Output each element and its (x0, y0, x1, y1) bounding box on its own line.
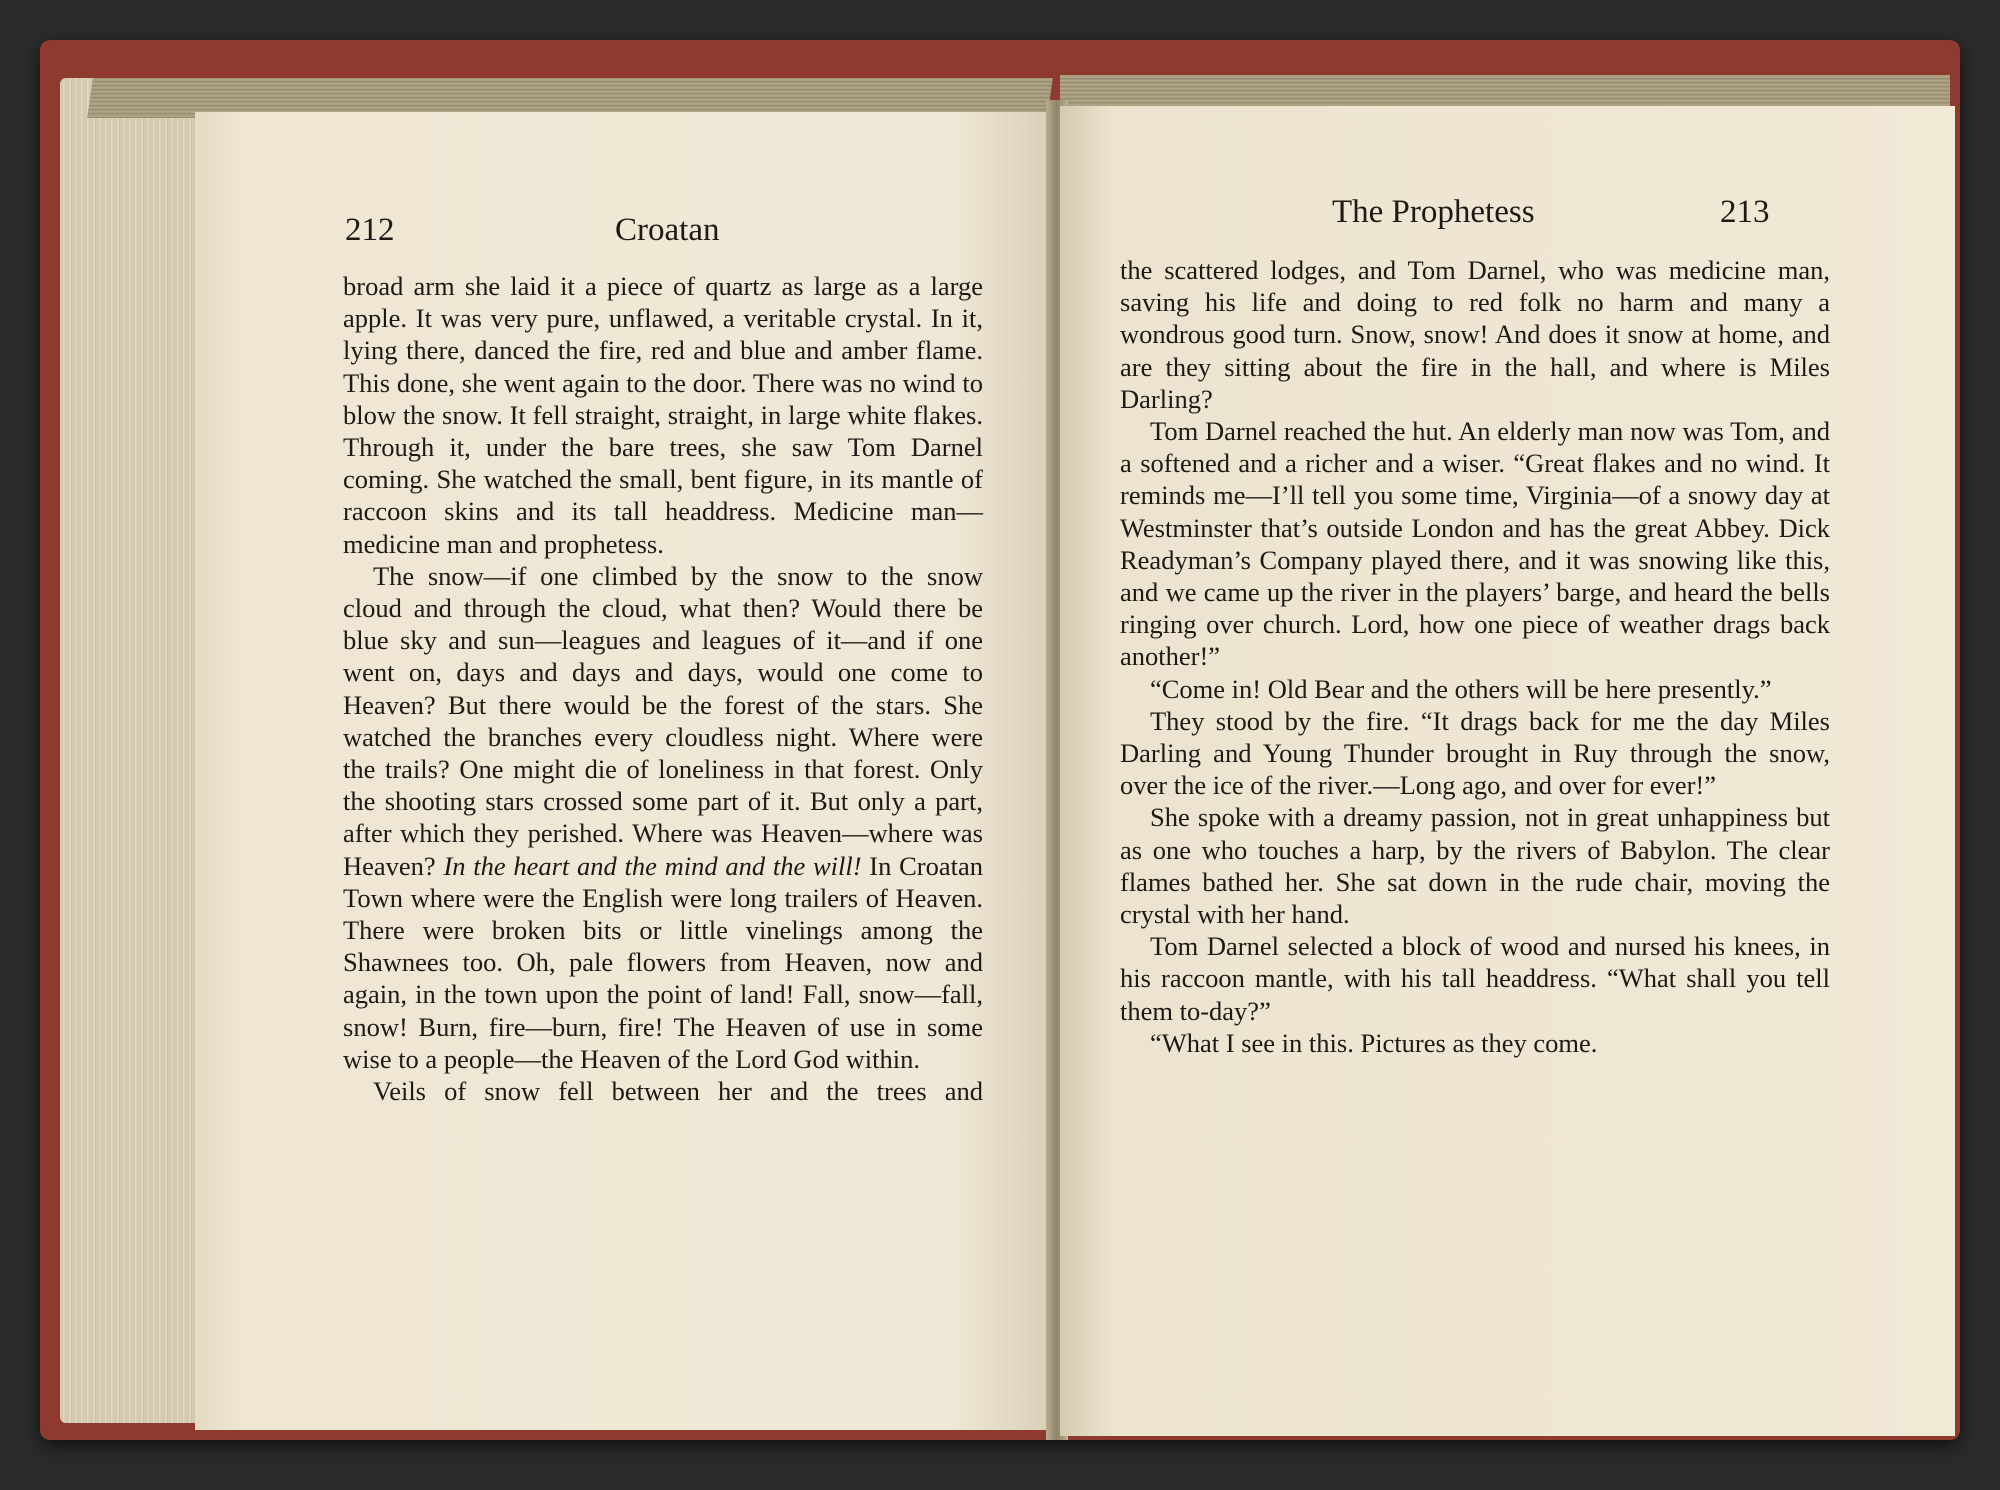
right-text-block (1120, 254, 1830, 1059)
left-running-head: Croatan (615, 212, 720, 248)
paragraph (343, 560, 983, 1075)
right-page-number: 213 (1720, 194, 1770, 230)
paragraph: the scattered lodges, and Tom Darnel, who was medicine man, saving his life and doing to red folk no harm and many a wondrous good turn. Snow, snow! And does it snow at home, and are they sitting about the fire in the hall, and where is Miles Darling? (1120, 255, 1830, 414)
right-page (1060, 106, 1955, 1436)
right-running-head: The Prophetess (1332, 194, 1535, 230)
paragraph: She spoke with a dreamy passion, not in great unhappiness but as one who touches a harp, by the rivers of Babylon. The clear flames bathed her. She sat down in the rude chair, moving the crystal with her hand. (1120, 802, 1830, 930)
paragraph: Tom Darnel reached the hut. An elderly man now was Tom, and a softened and a richer and a wiser. “Great flakes and no wind. It reminds me—I’ll tell you some time, Virginia—of a snowy day at Westminster that’s outside London and has the great Abbey. Dick Readyman’s Company played there, and it was snowing like this, and we came up the river in the players’ barge, and heard the bells ringing over church. Lord, how one piece of weather drags back another!” (1120, 416, 1830, 672)
left-text-block (343, 270, 983, 1107)
paragraph: Tom Darnel selected a block of wood and nursed his knees, in his raccoon mantle, with his tall headdress. “What shall you tell them to-day?” (1120, 931, 1830, 1026)
left-page (195, 112, 1053, 1430)
paragraph: “Come in! Old Bear and the others will be here presently.” (1150, 673, 1772, 704)
paragraph: They stood by the fire. “It drags back for me the day Miles Darling and Young Thunder brought in Ruy through the snow, over the ice of the river.—Long ago, and over for ever!” (1120, 705, 1830, 801)
left-page-number: 212 (345, 212, 395, 248)
paragraph-text: The snow—if one climbed by the snow to the snow cloud and through the cloud, what then? Would there be blue sky and sun—leagues and leagues of it—and if one went on, days and days and days, would one come to Heaven? But there would be the forest of the stars. She watched the branches every cloudless night. Where were the trails? One might die of loneliness in that forest. Only the shooting stars crossed some part of it. But only a part, after which they perished. Where was Heaven—where was Heaven? (343, 560, 983, 881)
paragraph: Veils of snow fell between her and the trees and (373, 1076, 983, 1107)
italic-phrase: In the heart and the mind and the will! (443, 850, 862, 881)
paragraph: broad arm she laid it a piece of quartz as large as a large apple. It was very pure, unflawed, a veritable crystal. In it, lying there, danced the fire, red and blue and amber flame. This done, she went again to the door. There was no wind to blow the snow. It fell straight, straight, in large white flakes. Through it, under the bare trees, she saw Tom Darnel coming. She watched the small, bent figure, in its mantle of raccoon skins and its tall headdress. Medicine man—medicine man and prophetess. (343, 271, 983, 559)
paragraph-text: In Croatan Town where were the English were long trailers of Heaven. There were broken bits or little vinelings among the Shawnees too. Oh, pale flowers from Heaven, now and again, in the town upon the point of land! Fall, snow—fall, snow! Burn, fire—burn, fire! The Heaven of use in some wise to a people—the Heaven of the Lord God within. (343, 850, 983, 1074)
paragraph: “What I see in this. Pictures as they come. (1150, 1027, 1598, 1058)
